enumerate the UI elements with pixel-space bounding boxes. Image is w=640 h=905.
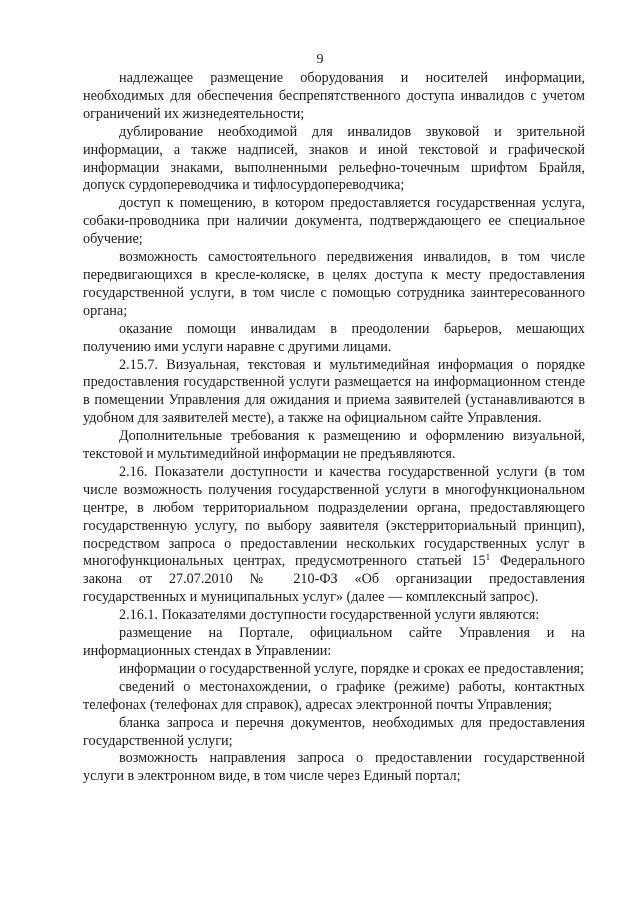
paragraph-electronic-request: возможность направления запроса о предоставлении государственной услуги в электронном виде, в том числе через Единый портал; <box>83 750 585 785</box>
paragraph-independent-movement: возможность самостоятельного передвижения инвалидов, в том числе передвигающихся в кресле-коляске, в целях доступа к месту предоставления государственной услуги, в том числе с помощью сотрудника заинтересованного органа; <box>83 249 585 319</box>
paragraph-service-info: информации о государственной услуге, порядке и сроках ее предоставления; <box>119 660 584 677</box>
article-superscript: 1 <box>485 552 491 563</box>
paragraph-equipment-placement: надлежащее размещение оборудования и носителей информации, необходимых для обеспечения беспрепятственного доступа инвалидов с учетом ограничений их жизнедеятельности; <box>83 70 585 122</box>
paragraph-guide-dog-access: доступ к помещению, в котором предоставляется государственная услуга, собаки-проводника при наличии документа, подтверждающего ее специальное обучение; <box>83 195 585 248</box>
document-body <box>83 70 585 786</box>
paragraph-portal-placement: размещение на Портале, официальном сайте Управления и на информационных стендах в Управлении: <box>83 625 585 659</box>
paragraph-2-16-1: 2.16.1. Показателями доступности государственной услуги являются: <box>119 607 540 624</box>
paragraph-barrier-assistance: оказание помощи инвалидам в преодолении барьеров, мешающих получению ими услуги наравне с другими лицами. <box>83 320 585 355</box>
paragraph-2-16 <box>83 464 585 607</box>
paragraph-2-16-text-end: Федерального закона от 27.07.2010 № 210-ФЗ «Об организации предоставления государственных и муниципальных услуг» (далее — комплексный запрос). <box>83 553 585 606</box>
paragraph-braille-duplication: дублирование необходимой для инвалидов звуковой и зрительной информации, а также надписей, знаков и иной текстовой и графической информации знаками, выполненными рельефно-точечным шрифтом Брайля, допуск сурдопереводчика и тифлосурдопереводчика; <box>83 123 585 194</box>
page-number: 9 <box>316 52 324 67</box>
paragraph-2-16-text-start: 2.16. Показатели доступности и качества государственной услуги (в том числе возможность получения государственной услуги в многофункциональном центре, в любом территориальном подразделении органа, предоставляющего государственную услугу, по выбору заявителя (экстерриториальный принцип), посредством запроса о предоставлении нескольких государственных услуг в многофункциональных центрах, предусмотренного статьей 15 <box>83 463 585 570</box>
paragraph-2-15-7: 2.15.7. Визуальная, текстовая и мультимедийная информация о порядке предоставления государственной услуги размещается на информационном стенде в помещении Управления для ожидания и приема заявителей (устанавливаются в удобном для заявителей месте), а также на официальном сайте Управления. <box>83 356 585 427</box>
paragraph-additional-requirements: Дополнительные требования к размещению и оформлению визуальной, текстовой и мультимедийной информации не предъявляются. <box>83 428 585 463</box>
paragraph-location-info: сведений о местонахождении, о графике (режиме) работы, контактных телефонах (телефонах для справок), адресах электронной почты Управления; <box>83 678 585 713</box>
paragraph-request-form: бланка запроса и перечня документов, необходимых для предоставления государственной услуги; <box>83 714 585 749</box>
